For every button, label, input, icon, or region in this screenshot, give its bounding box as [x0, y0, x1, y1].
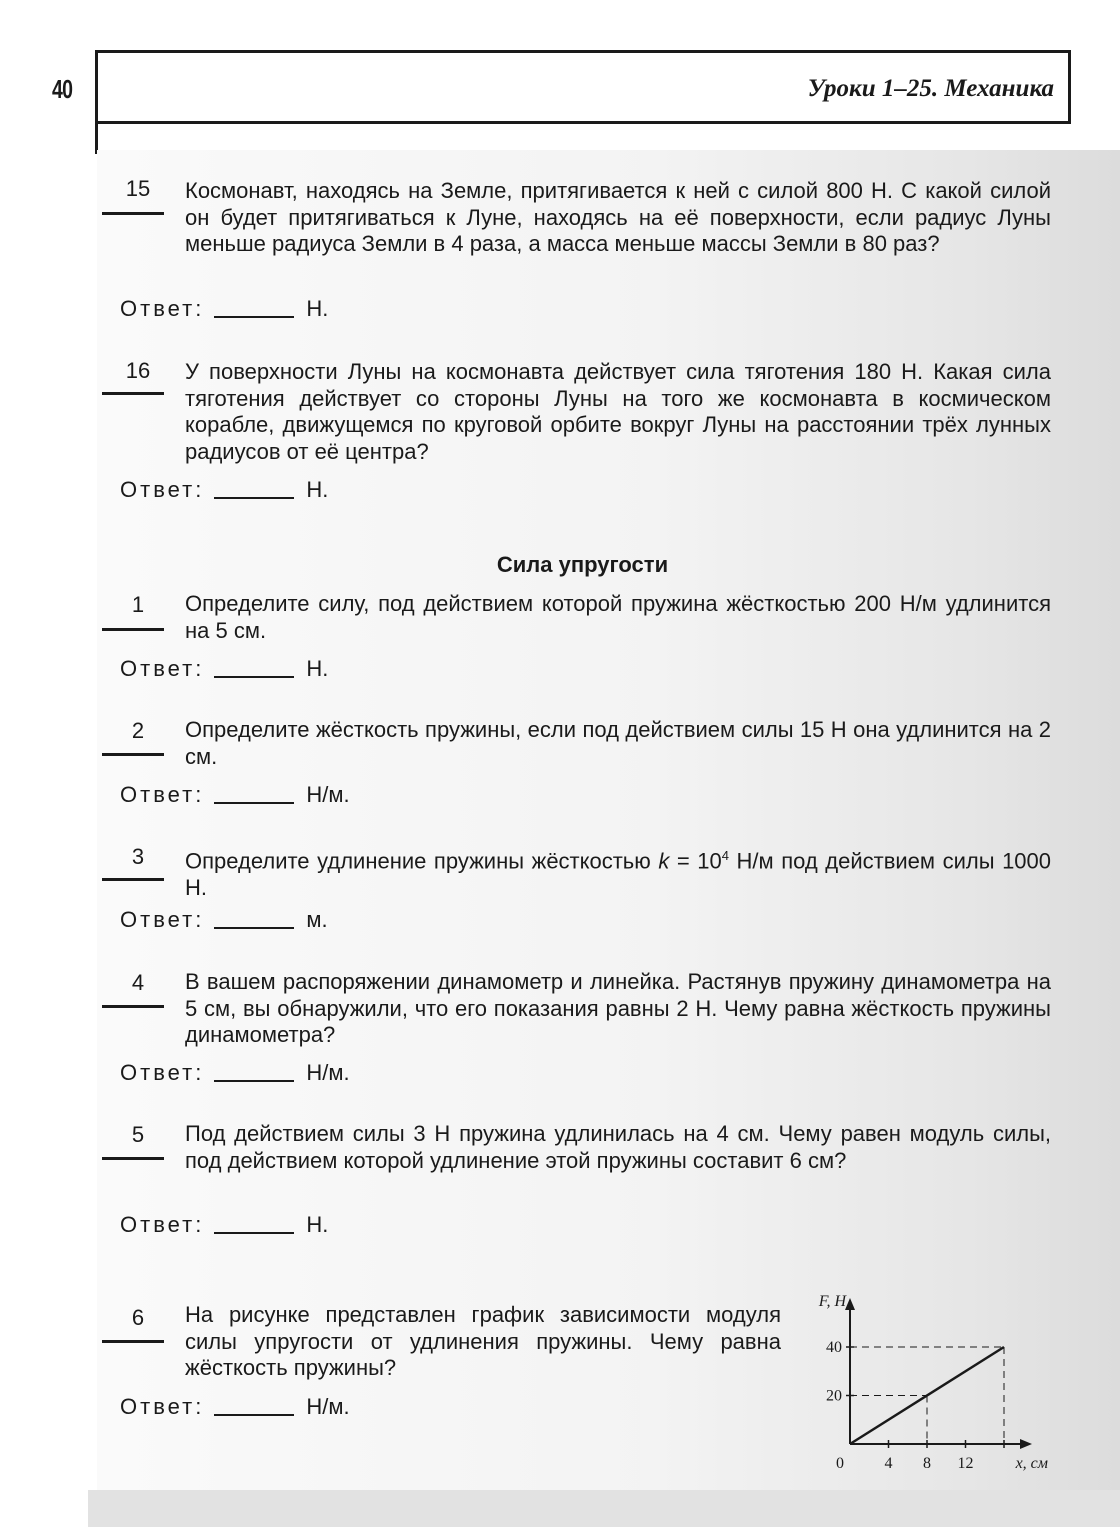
task-text-part: Определите удлинение пружины жёсткостью: [185, 848, 659, 874]
page-number: 40: [52, 74, 73, 104]
task-number: 16: [125, 358, 151, 383]
task-marker-bar: [102, 628, 164, 631]
exponent: 4: [721, 848, 729, 863]
task-number: 2: [131, 718, 145, 743]
answer-line: [120, 1060, 350, 1086]
answer-blank[interactable]: [214, 1413, 294, 1416]
answer-blank[interactable]: [214, 496, 294, 499]
answer-line: [120, 782, 350, 808]
task-number: 5: [131, 1122, 145, 1147]
answer-blank[interactable]: [214, 315, 294, 318]
task-text: У поверхности Луны на космонавта действует сила тяготения 180 Н. Какая сила тяготения действует со стороны Луны на того же космонавта в космическом корабле, движущемся по круговой орбите вокруг Луны на расстоянии трёх лунных радиусов от её центра?: [185, 359, 1051, 464]
task-number: 3: [131, 844, 145, 869]
task-text: Под действием силы 3 Н пружина удлинилась на 4 см. Чему равен модуль силы, под действием которой удлинение этой пружины составит 6 см?: [185, 1121, 1051, 1173]
y-axis-arrow: [845, 1298, 855, 1310]
section-title: Сила упругости: [496, 552, 669, 577]
answer-line: [120, 1394, 350, 1420]
task-text: В вашем распоряжении динамометр и линейка. Растянув пружину динамометра на 5 см, вы обнаружили, что его показания равны 2 Н. Чему равна жёсткость пружины динамометра?: [185, 969, 1051, 1047]
x-tick-label: 8: [923, 1455, 931, 1472]
answer-unit: Н.: [306, 656, 329, 681]
answer-unit: Н.: [306, 477, 329, 502]
x-axis-arrow: [1020, 1439, 1032, 1449]
answer-unit: Н/м.: [306, 1394, 350, 1419]
answer-label: Ответ:: [120, 1212, 205, 1237]
task-text: Определите силу, под действием которой пружина жёсткостью 200 Н/м удлинится на 5 см.: [185, 591, 1051, 643]
answer-line: [120, 477, 328, 503]
task-marker-bar: [102, 1005, 164, 1008]
task-marker-bar: [102, 1340, 164, 1343]
answer-line: [120, 907, 328, 933]
task-text: [185, 843, 1051, 901]
task-marker-bar: [102, 878, 164, 881]
x-axis-label: x, см: [1015, 1455, 1048, 1472]
answer-label: Ответ:: [120, 656, 205, 681]
task-marker-bar: [102, 753, 164, 756]
answer-unit: Н.: [306, 296, 329, 321]
task-text: Космонавт, находясь на Земле, притягивается к ней с силой 800 Н. С какой силой он будет притягиваться к Луне, находясь на её поверхности, если радиус Луны меньше радиуса Земли в 4 раза, а масса меньше массы Земли в 80 раз?: [185, 178, 1051, 256]
answer-label: Ответ:: [120, 1394, 205, 1419]
x-tick-label: 0: [836, 1455, 844, 1472]
task-marker-bar: [102, 392, 164, 395]
answer-label: Ответ:: [120, 296, 205, 321]
answer-blank[interactable]: [214, 1079, 294, 1082]
answer-unit: Н/м.: [306, 782, 350, 807]
answer-unit: м.: [306, 907, 328, 932]
task-marker-bar: [102, 1157, 164, 1160]
answer-blank[interactable]: [214, 926, 294, 929]
y-tick-label: 40: [826, 1339, 842, 1356]
series-line: [850, 1347, 1004, 1444]
answer-unit: Н.: [306, 1212, 329, 1237]
task-number: 4: [131, 970, 145, 995]
answer-line: [120, 656, 328, 682]
stiffness-symbol: k: [658, 848, 670, 874]
answer-label: Ответ:: [120, 907, 205, 932]
answer-label: Ответ:: [120, 477, 205, 502]
answer-blank[interactable]: [214, 675, 294, 678]
answer-label: Ответ:: [120, 1060, 205, 1085]
force-extension-chart: [796, 1288, 1058, 1484]
task-number: 6: [131, 1305, 145, 1330]
task-text-part: = 10: [669, 848, 722, 874]
x-tick-label: 4: [884, 1455, 893, 1472]
answer-line: [120, 1212, 328, 1238]
y-axis-label: F, Н: [818, 1293, 846, 1310]
task-text: Определите жёсткость пружины, если под действием силы 15 Н она удлинится на 2 см.: [185, 717, 1051, 769]
page-bottom-shading: [88, 1490, 1120, 1527]
answer-line: [120, 296, 328, 322]
running-header: [95, 50, 1071, 124]
answer-label: Ответ:: [120, 782, 205, 807]
answer-unit: Н/м.: [306, 1060, 350, 1085]
answer-blank[interactable]: [214, 1231, 294, 1234]
header-title: Уроки 1–25. Механика: [807, 75, 1054, 102]
task-text-part: Н/м под действием силы 1000 Н.: [185, 848, 1052, 900]
task-text: На рисунке представлен график зависимости модуля силы упругости от удлинения пружины. Чему равна жёсткость пружины?: [185, 1302, 781, 1380]
y-tick-label: 20: [826, 1387, 842, 1405]
task-number: 15: [125, 176, 151, 201]
x-tick-label: 12: [957, 1455, 974, 1472]
task-marker-bar: [102, 212, 164, 215]
task-number: 1: [131, 592, 145, 617]
answer-blank[interactable]: [214, 801, 294, 804]
